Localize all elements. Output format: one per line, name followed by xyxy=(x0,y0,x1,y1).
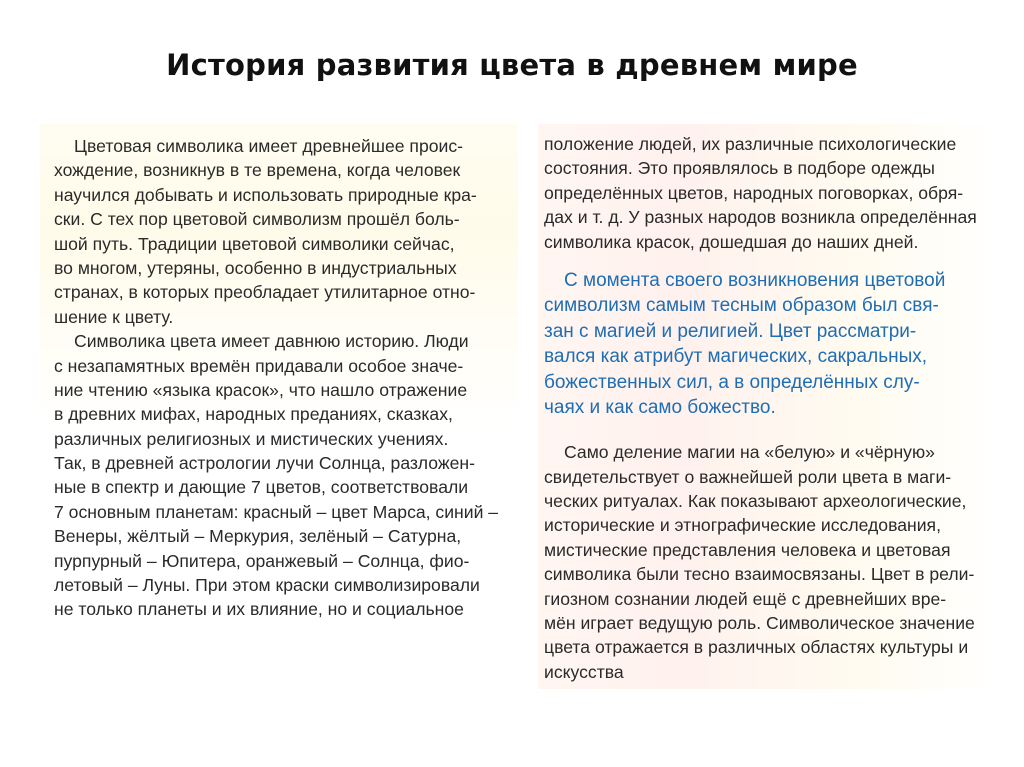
text-line: ние чтению «языка красок», что нашло отражение xyxy=(54,379,468,400)
left-text-column xyxy=(40,124,518,634)
text-line: положение людей, их различные психологические xyxy=(544,134,957,154)
text-line: искусства xyxy=(544,661,624,682)
text-line: зан с магией и религией. Цвет рассматри- xyxy=(544,320,917,342)
text-line: летовый – Луны. При этом краски символизировали xyxy=(54,575,480,596)
text-line: различных религиозных и мистических учениях. xyxy=(54,428,449,449)
text-line: шой путь. Традиции цветовой символики сейчас, xyxy=(54,233,455,254)
text-line: пурпурный – Юпитера, оранжевый – Солнца, фио- xyxy=(54,550,470,571)
text-line: чаях и как само божество. xyxy=(544,396,776,418)
text-line: определённых цветов, народных поговорках, обря- xyxy=(544,182,964,203)
text-line: исторические и этнографические исследования, xyxy=(544,515,941,536)
text-line: хождение, возникнув в те времена, когда человек xyxy=(54,160,461,181)
text-line: странах, в которых преобладает утилитарное отно- xyxy=(54,282,476,303)
text-line: ные в спектр и дающие 7 цветов, соответствовали xyxy=(54,477,469,498)
text-line: С момента своего возникновения цветовой xyxy=(564,269,946,291)
text-line: состояния. Это проявлялось в подборе одежды xyxy=(544,158,935,179)
left-paragraph-1 xyxy=(54,134,518,329)
text-line: Венеры, жёлтый – Меркурия, зелёный – Сатурна, xyxy=(54,526,462,547)
slide-title: История развития цвета в древнем мире xyxy=(166,48,858,82)
text-line: во многом, утеряны, особенно в индустриальных xyxy=(54,257,457,278)
text-line: в древних мифах, народных преданиях, сказках, xyxy=(54,404,453,425)
highlight-paragraph xyxy=(544,268,1000,420)
text-line: гиозном сознании людей ещё с древнейших вре- xyxy=(544,588,947,609)
text-line: Цветовая символика имеет древнейшее проис- xyxy=(74,136,463,156)
text-line: мистические представления человека и цветовая xyxy=(544,539,951,560)
right-paragraph-2 xyxy=(544,440,1000,684)
right-paragraph-1 xyxy=(544,132,1000,254)
text-line: научился добывать и использовать природные кра- xyxy=(54,184,477,205)
text-line: символика красок, дошедшая до наших дней. xyxy=(544,231,919,252)
text-line: Символика цвета имеет давнюю историю. Люди xyxy=(74,331,469,352)
text-line: ски. С тех пор цветовой символизм прошёл боль- xyxy=(54,209,460,230)
text-line: с незапамятных времён придавали особое значе- xyxy=(54,355,464,376)
text-line: Само деление магии на «белую» и «чёрную» xyxy=(564,442,935,463)
left-paragraph-2 xyxy=(54,329,518,622)
text-line: 7 основным планетам: красный – цвет Марса, синий – xyxy=(54,501,499,522)
text-line: божественных сил, а в определённых слу- xyxy=(544,371,920,393)
text-line: дах и т. д. У разных народов возникла определённая xyxy=(544,207,977,228)
text-line: мён играет ведущую роль. Символическое значение xyxy=(544,613,975,634)
text-line: шение к цвету. xyxy=(54,306,174,327)
text-line: вался как атрибут магических, сакральных, xyxy=(544,346,928,368)
text-line: ческих ритуалах. Как показывают археологические, xyxy=(544,491,967,512)
text-line: Так, в древней астрологии лучи Солнца, разложен- xyxy=(54,453,475,474)
text-line: символика были тесно взаимосвязаны. Цвет в рели- xyxy=(544,564,975,585)
right-text-column xyxy=(538,124,1000,689)
text-line: символизм самым тесным образом был свя- xyxy=(544,295,939,317)
text-line: цвета отражается в различных областях культуры и xyxy=(544,637,969,658)
text-line: свидетельствует о важнейшей роли цвета в маги- xyxy=(544,466,952,487)
text-line: не только планеты и их влияние, но и социальное xyxy=(54,599,464,620)
